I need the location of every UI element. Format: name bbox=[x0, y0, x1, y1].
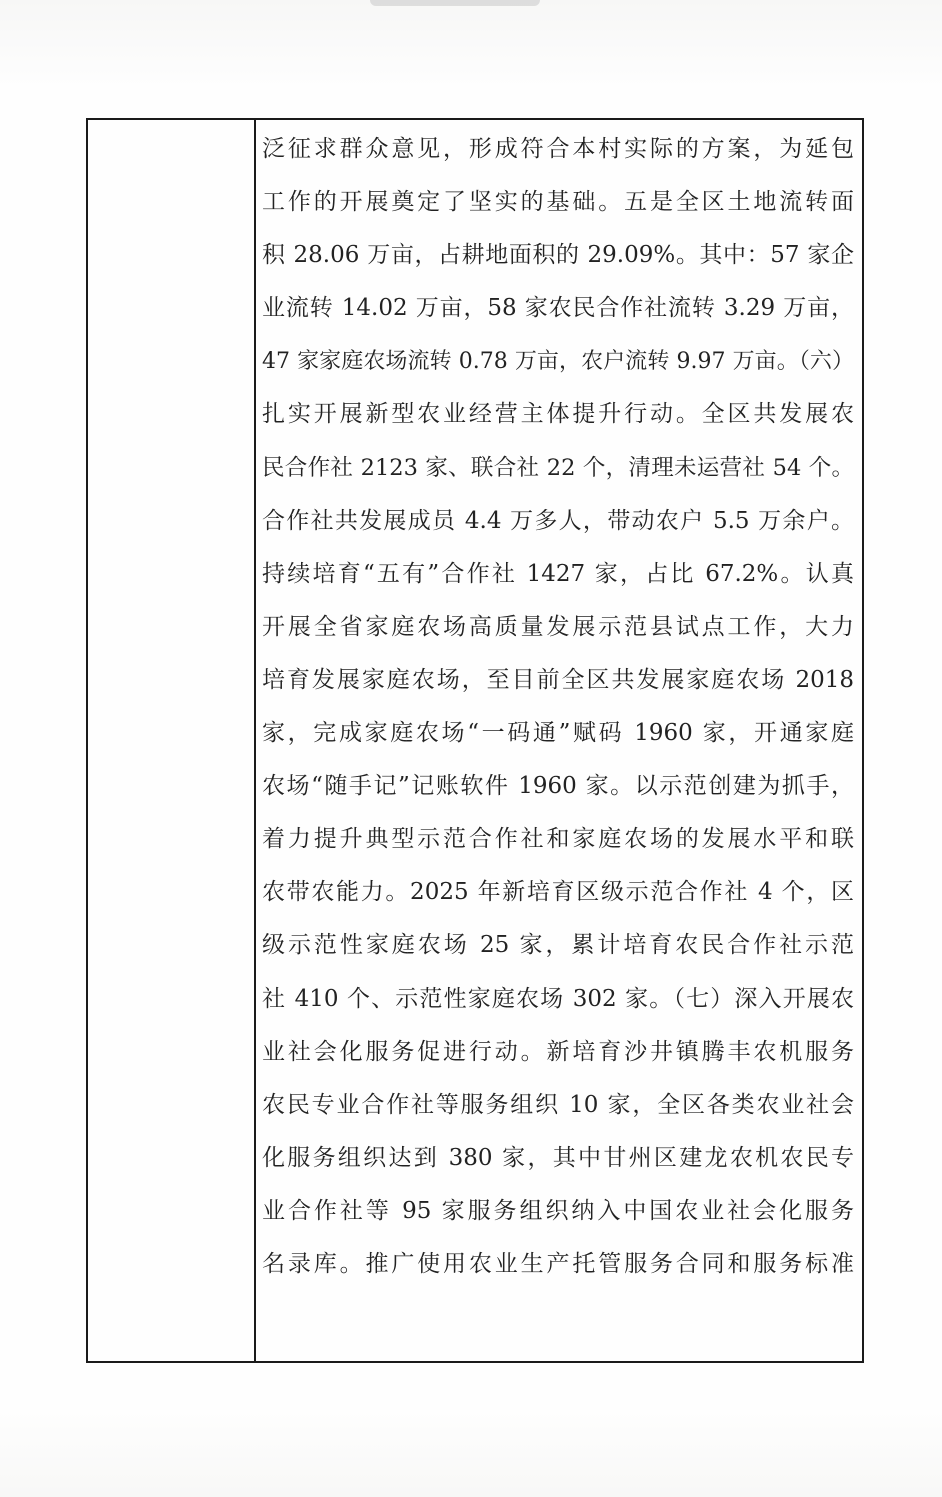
text-line: 家，完成家庭农场“一码通”赋码 1960 家，开通家庭 bbox=[262, 720, 854, 747]
text-line: 工作的开展奠定了坚实的基础。五是全区土地流转面 bbox=[262, 189, 854, 216]
scan-edge-mark bbox=[370, 0, 540, 6]
text-line: 社 410 个、示范性家庭农场 302 家。（七）深入开展农 bbox=[262, 985, 854, 1012]
text-line: 农场“随手记”记账软件 1960 家。以示范创建为抓手， bbox=[262, 773, 854, 800]
text-line: 合作社共发展成员 4.4 万多人，带动农户 5.5 万余户。 bbox=[262, 507, 854, 534]
text-line: 业社会化服务促进行动。新培育沙井镇腾丰农机服务 bbox=[262, 1038, 854, 1065]
text-line: 着力提升典型示范合作社和家庭农场的发展水平和联 bbox=[262, 826, 854, 853]
text-line: 农民专业合作社等服务组织 10 家，全区各类农业社会 bbox=[262, 1091, 854, 1118]
text-line: 培育发展家庭农场，至目前全区共发展家庭农场 2018 bbox=[262, 666, 854, 693]
text-line: 业合作社等 95 家服务组织纳入中国农业社会化服务 bbox=[262, 1197, 854, 1224]
text-line: 47 家家庭农场流转 0.78 万亩，农户流转 9.97 万亩。（六） bbox=[262, 349, 854, 375]
text-line: 民合作社 2123 家、联合社 22 个，清理未运营社 54 个。 bbox=[262, 454, 854, 481]
text-line: 化服务组织达到 380 家，其中甘州区建龙农机农民专 bbox=[262, 1144, 854, 1171]
text-line: 开展全省家庭农场高质量发展示范县试点工作，大力 bbox=[262, 613, 854, 640]
text-line: 农带农能力。2025 年新培育区级示范合作社 4 个，区 bbox=[262, 879, 854, 906]
table-content-cell bbox=[256, 120, 862, 1361]
body-paragraph bbox=[256, 120, 862, 1291]
form-table bbox=[86, 118, 864, 1363]
table-label-cell bbox=[88, 120, 256, 1361]
text-line: 业流转 14.02 万亩，58 家农民合作社流转 3.29 万亩， bbox=[262, 295, 854, 322]
text-line: 名录库。推广使用农业生产托管服务合同和服务标准 bbox=[262, 1250, 854, 1277]
text-line: 积 28.06 万亩，占耕地面积的 29.09%。其中：57 家企 bbox=[262, 242, 854, 269]
text-line: 扎实开展新型农业经营主体提升行动。全区共发展农 bbox=[262, 401, 854, 428]
text-line: 级示范性家庭农场 25 家，累计培育农民合作社示范 bbox=[262, 932, 854, 959]
text-line: 持续培育“五有”合作社 1427 家，占比 67.2%。认真 bbox=[262, 560, 854, 587]
text-line: 泛征求群众意见，形成符合本村实际的方案，为延包 bbox=[262, 136, 854, 162]
